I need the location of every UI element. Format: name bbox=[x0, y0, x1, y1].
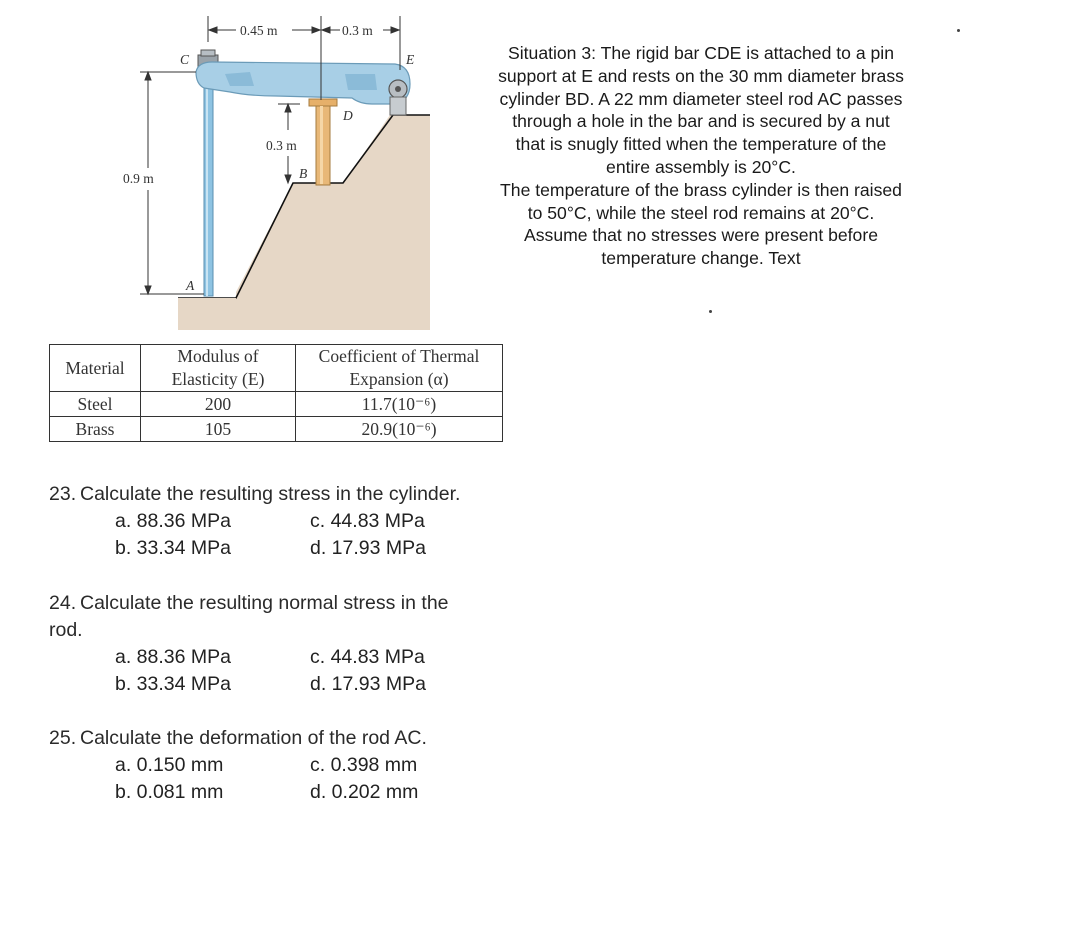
header-material: Material bbox=[50, 345, 141, 392]
option-d[interactable]: d. 17.93 MPa bbox=[310, 537, 426, 559]
question-text: Calculate the deformation of the rod AC. bbox=[80, 727, 427, 749]
assembly-figure bbox=[0, 0, 520, 330]
dim-height-label: 0.9 m bbox=[123, 171, 154, 186]
question-number: 24. bbox=[49, 592, 77, 614]
header-modulus: Modulus of Elasticity (E) bbox=[141, 345, 296, 392]
situation-text bbox=[497, 42, 905, 270]
question-text: Calculate the resulting normal stress in the bbox=[80, 592, 449, 614]
dim-top-right-label: 0.3 m bbox=[342, 23, 373, 38]
dim-top-left-label: 0.45 m bbox=[240, 23, 278, 38]
stray-dot bbox=[957, 29, 960, 32]
question-number: 25. bbox=[49, 727, 77, 749]
situation-paragraph-2: The temperature of the brass cylinder is then raised to 50°C, while the steel rod remains at 20°C. Assume that no stresses were present before temperature change. Text bbox=[500, 179, 902, 269]
option-b[interactable]: b. 33.34 MPa bbox=[115, 537, 231, 559]
option-b[interactable]: b. 0.081 mm bbox=[115, 781, 224, 803]
stray-dot bbox=[709, 310, 712, 313]
table-header-row bbox=[50, 345, 503, 392]
material-properties-table bbox=[49, 344, 503, 442]
question-25 bbox=[49, 725, 519, 752]
option-b[interactable]: b. 33.34 MPa bbox=[115, 673, 231, 695]
steel-rod-ac bbox=[204, 62, 213, 296]
option-a[interactable]: a. 88.36 MPa bbox=[115, 646, 231, 668]
cell-material: Brass bbox=[50, 417, 141, 442]
option-c[interactable]: c. 44.83 MPa bbox=[310, 646, 425, 668]
option-c[interactable]: c. 44.83 MPa bbox=[310, 510, 425, 532]
question-23 bbox=[49, 481, 519, 508]
label-c: C bbox=[180, 52, 190, 67]
table-row bbox=[50, 392, 503, 417]
option-a[interactable]: a. 0.150 mm bbox=[115, 754, 224, 776]
header-coefficient: Coefficient of Thermal Expansion (α) bbox=[296, 345, 503, 392]
label-a: A bbox=[186, 278, 195, 293]
label-e: E bbox=[406, 52, 415, 67]
option-a[interactable]: a. 88.36 MPa bbox=[115, 510, 231, 532]
label-d: D bbox=[343, 108, 353, 123]
cell-coefficient: 20.9(10⁻⁶) bbox=[296, 417, 503, 442]
cell-material: Steel bbox=[50, 392, 141, 417]
question-number: 23. bbox=[49, 483, 77, 505]
cell-modulus: 105 bbox=[141, 417, 296, 442]
rigid-bar-cde bbox=[196, 62, 410, 104]
option-c[interactable]: c. 0.398 mm bbox=[310, 754, 418, 776]
question-24 bbox=[49, 590, 519, 644]
cell-coefficient: 11.7(10⁻⁶) bbox=[296, 392, 503, 417]
cell-modulus: 200 bbox=[141, 392, 296, 417]
label-b: B bbox=[299, 166, 308, 181]
question-text-continued: rod. bbox=[49, 619, 83, 641]
option-d[interactable]: d. 17.93 MPa bbox=[310, 673, 426, 695]
situation-paragraph-1: Situation 3: The rigid bar CDE is attached to a pin support at E and rests on the 30 mm diameter brass cylinder BD. A 22 mm diameter steel rod AC passes through a hole in the bar and is secured by a nut that is snugly fitted when the temperature of the entire assembly is 20°C. bbox=[498, 43, 904, 177]
option-d[interactable]: d. 0.202 mm bbox=[310, 781, 419, 803]
dim-cylinder-label: 0.3 m bbox=[266, 138, 297, 153]
question-text: Calculate the resulting stress in the cylinder. bbox=[80, 483, 461, 505]
table-row bbox=[50, 417, 503, 442]
